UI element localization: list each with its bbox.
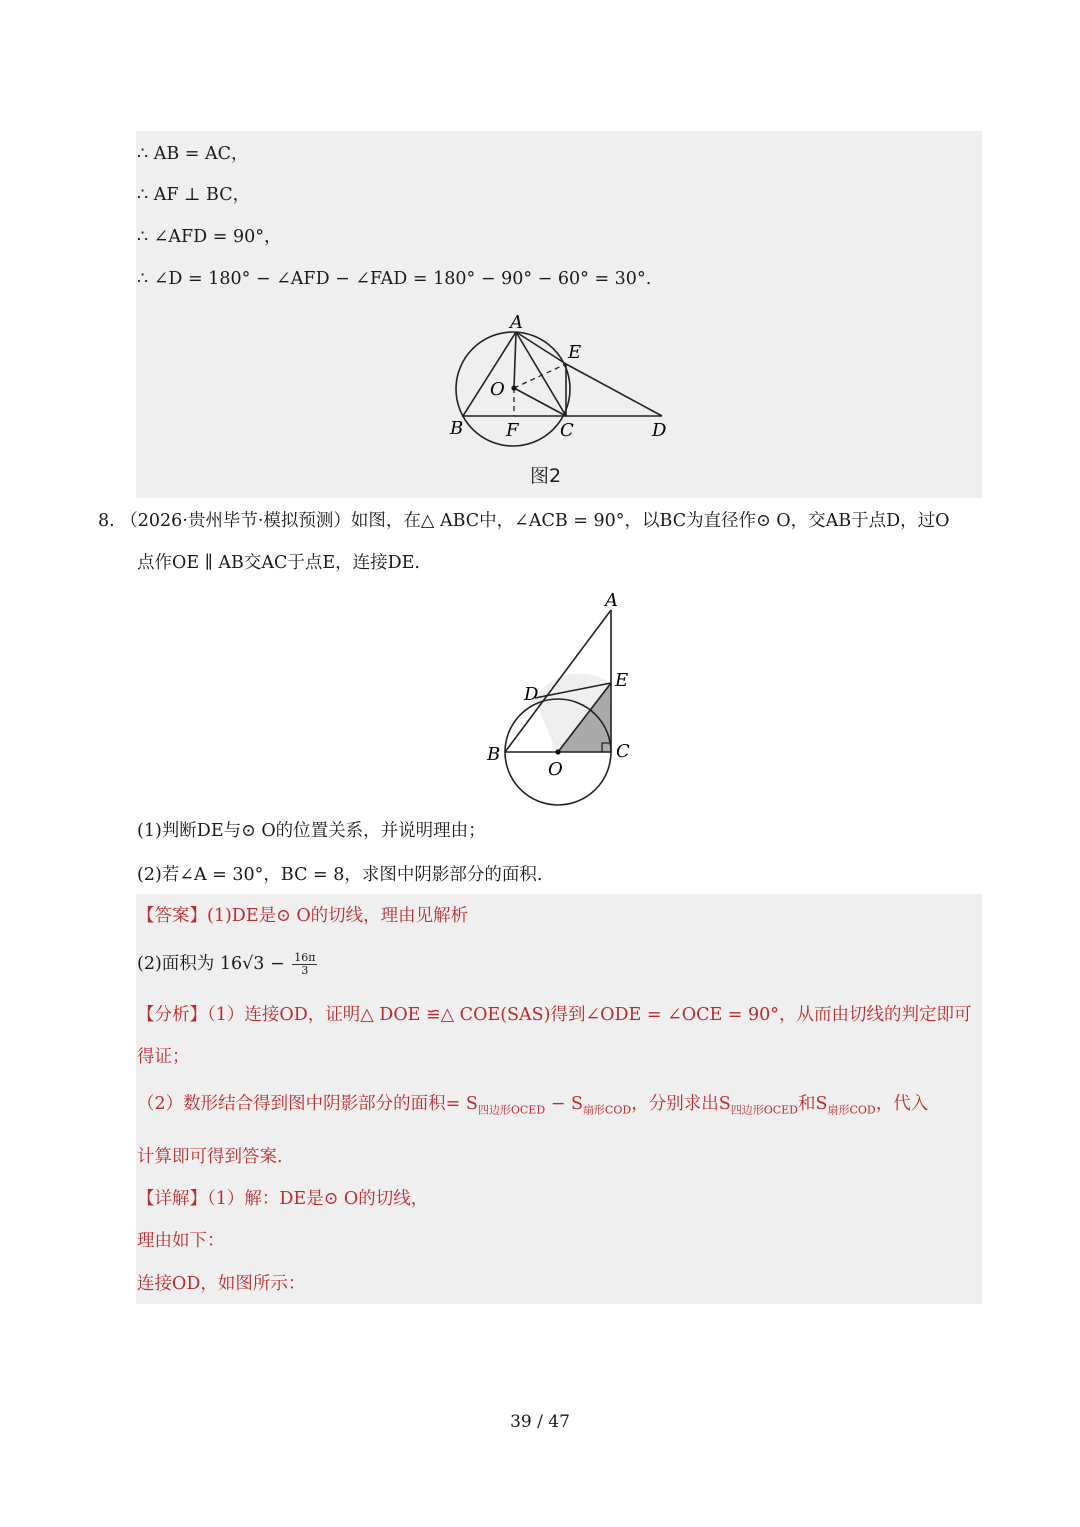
- sub-sector-2: 扇形COD: [827, 1103, 876, 1117]
- step-line-3: ∴ ∠AFD = 90°，: [137, 227, 282, 247]
- answer-line-1: 【答案】(1)DE是⊙ O的切线，理由见解析: [137, 906, 469, 926]
- analysis-3d: 和S: [798, 1094, 828, 1114]
- figure-circle-triangle: [440, 310, 680, 460]
- analysis-line-3: [137, 1091, 928, 1124]
- fig1-label-D: D: [652, 420, 667, 441]
- fig1-label-E: E: [568, 342, 582, 363]
- detail-line-1: 【详解】（1）解：DE是⊙ O的切线，: [137, 1189, 429, 1209]
- analysis-line-1: 【分析】（1）连接OD，证明△ DOE ≌△ COE(SAS)得到∠ODE = ∠OCE = 90°，从而由切线的判定即可: [137, 1005, 972, 1025]
- page-number: 39 / 47: [510, 1412, 570, 1432]
- analysis-line-4: 计算即可得到答案.: [137, 1147, 283, 1167]
- fig2-label-E: E: [615, 670, 629, 691]
- fig2-label-C: C: [616, 741, 630, 762]
- sub-sector-1: 扇形COD: [582, 1103, 632, 1117]
- question-2: (2)若∠A = 30°，BC = 8，求图中阴影部分的面积.: [137, 865, 543, 885]
- answer-line-2-text: (2)面积为 16√3 −: [137, 954, 285, 974]
- fig1-label-O: O: [490, 379, 505, 400]
- step-line-4: ∴ ∠D = 180° − ∠AFD − ∠FAD = 180° − 90° − 60° = 30°.: [137, 269, 652, 289]
- fraction-numerator: 16π: [294, 951, 316, 964]
- detail-line-2: 理由如下：: [137, 1231, 225, 1251]
- sub-quadrilateral-1: 四边形OCED: [477, 1103, 546, 1117]
- fraction-denominator: 3: [301, 964, 309, 977]
- fig1-label-F: F: [506, 420, 519, 441]
- analysis-line-2: 得证；: [137, 1047, 190, 1067]
- answer-fraction: [292, 952, 317, 977]
- fig1-label-A: A: [510, 312, 523, 333]
- fig1-label-C: C: [560, 420, 574, 441]
- question-1: (1)判断DE与⊙ O的位置关系，并说明理由；: [137, 821, 486, 841]
- step-line-1: ∴ AB = AC，: [137, 144, 249, 164]
- problem-statement-line-2: 点作OE ∥ AB交AC于点E，连接DE.: [137, 553, 420, 573]
- fig2-label-O: O: [548, 759, 563, 780]
- answer-line-2: [137, 951, 319, 977]
- fig2-label-B: B: [487, 744, 501, 765]
- step-line-2: ∴ AF ⊥ BC，: [137, 185, 251, 205]
- analysis-3b: − S: [545, 1094, 583, 1114]
- analysis-3c: ，分别求出S: [631, 1094, 731, 1114]
- analysis-3a: （2）数形结合得到图中阴影部分的面积= S: [137, 1094, 478, 1114]
- fig1-label-B: B: [450, 418, 464, 439]
- fig2-label-A: A: [605, 590, 618, 611]
- sub-quadrilateral-2: 四边形OCED: [730, 1103, 798, 1117]
- analysis-3e: ，代入: [875, 1094, 929, 1114]
- fig2-label-D: D: [524, 684, 539, 705]
- figure-caption: 图2: [530, 465, 562, 487]
- detail-line-3: 连接OD，如图所示：: [137, 1274, 306, 1294]
- figure-semicircle-shaded: [480, 585, 650, 810]
- problem-statement-line-1: 8. （2026·贵州毕节·模拟预测）如图，在△ ABC中，∠ACB = 90°，以BC为直径作⊙ O，交AB于点D，过O: [98, 511, 950, 531]
